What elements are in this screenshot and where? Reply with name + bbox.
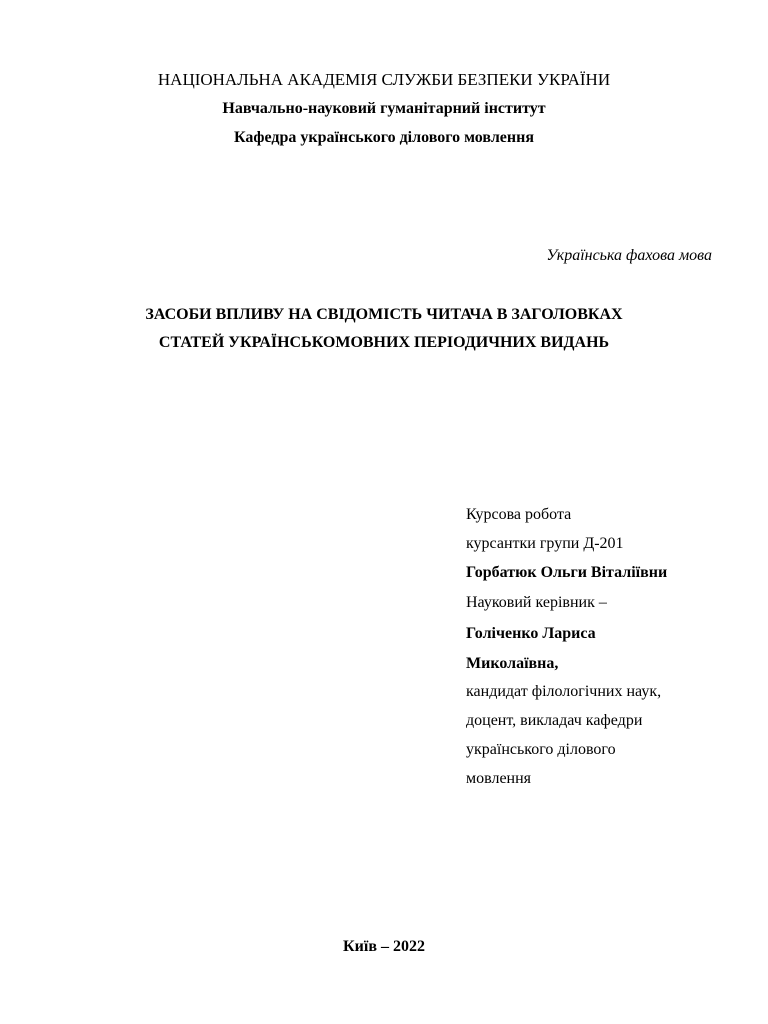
author-name: Горбатюк Ольги Віталіївни	[466, 564, 668, 581]
work-title-line-1: ЗАСОБИ ВПЛИВУ НА СВІДОМІСТЬ ЧИТАЧА В ЗАГОЛОВКАХ	[145, 306, 623, 323]
work-title-line-2: СТАТЕЙ УКРАЇНСЬКОМОВНИХ ПЕРІОДИЧНИХ ВИДАНЬ	[158, 334, 610, 351]
supervisor-name-line-2: Миколаївна,	[466, 655, 559, 672]
institute-name: Навчально-науковий гуманітарний інститут	[222, 100, 546, 117]
subject-name: Українська фахова мова	[546, 247, 712, 264]
work-type: Курсова робота	[466, 506, 572, 523]
supervisor-name-line-1: Голіченко Лариса	[466, 625, 596, 642]
supervisor-position-line-1: доцент, викладач кафедри	[466, 712, 643, 729]
supervisor-position-line-2: українського ділового	[466, 741, 616, 758]
supervisor-label: Науковий керівник –	[466, 594, 607, 611]
institution-name: НАЦІОНАЛЬНА АКАДЕМІЯ СЛУЖБИ БЕЗПЕКИ УКРАЇНИ	[157, 70, 611, 89]
supervisor-degree: кандидат філологічних наук,	[466, 683, 662, 700]
supervisor-position-line-3: мовлення	[466, 770, 532, 787]
department-name: Кафедра українського ділового мовлення	[234, 129, 534, 146]
city-year: Київ – 2022	[343, 938, 425, 955]
student-group: курсантки групи Д-201	[466, 535, 624, 552]
